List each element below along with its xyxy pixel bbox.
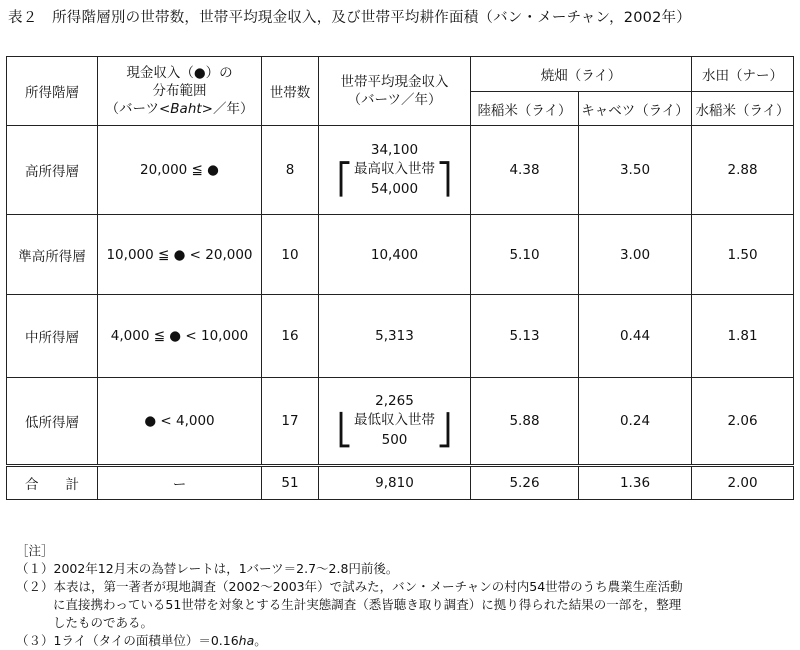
left-bracket-icon: ⎡ xyxy=(337,161,352,197)
cell-income xyxy=(319,378,471,466)
header-upland-rice: 陸稲米（ライ） xyxy=(471,92,579,126)
cell-paddy-rice: 2.06 xyxy=(692,378,794,466)
cell-total-households: 51 xyxy=(262,466,319,500)
cell-range: ● < 4,000 xyxy=(98,378,262,466)
note-3-text: （３）1ライ（タイの面積単位）＝0.16 xyxy=(16,633,239,648)
cell-total-income: 9,810 xyxy=(319,466,471,500)
cell-range: 4,000 ≦ ● < 10,000 xyxy=(98,295,262,378)
cell-paddy-rice: 1.50 xyxy=(692,215,794,295)
total-row xyxy=(7,466,794,500)
header-upland: 焼畑（ライ） xyxy=(471,57,692,92)
header-range-line1: 現金収入（●）の xyxy=(126,64,233,81)
table-title: 表２ 所得階層別の世帯数，世帯平均現金収入，及び世帯平均耕作面積（バン・メーチャン，2002年） xyxy=(8,10,691,26)
header-paddy: 水田（ナー） xyxy=(692,57,794,92)
cell-total-upland-rice: 5.26 xyxy=(471,466,579,500)
cell-upland-rice: 5.88 xyxy=(471,378,579,466)
header-avg-income-line2: （バーツ／年） xyxy=(347,92,442,108)
income-range-bracket xyxy=(337,411,452,450)
table-row xyxy=(7,215,794,295)
income-range-value: 54,000 xyxy=(370,180,419,197)
cell-total-label: 合 計 xyxy=(7,466,98,500)
income-range-value: 500 xyxy=(381,431,408,448)
header-avg-income xyxy=(319,57,471,126)
cell-total-cabbage: 1.36 xyxy=(579,466,692,500)
income-range-bracket xyxy=(337,160,452,199)
income-range-label: 最高収入世帯 xyxy=(354,161,435,178)
cell-income: 10,400 xyxy=(319,215,471,295)
header-income-class: 所得階層 xyxy=(7,57,98,126)
income-value: 34,100 xyxy=(370,141,419,158)
cell-paddy-rice: 1.81 xyxy=(692,295,794,378)
cell-paddy-rice: 2.88 xyxy=(692,126,794,215)
notes-heading: ［注］ xyxy=(16,543,54,558)
cell-cabbage: 3.00 xyxy=(579,215,692,295)
note-3-unit: ha xyxy=(238,633,255,648)
header-range-line3-prefix: （バーツ< xyxy=(105,101,171,118)
note-2a: （２）本表は，第一著者が現地調査（2002〜2003年）で試みた，バン・メーチャンの村内54世帯のうち農業生産活動 xyxy=(16,579,683,594)
header-households: 世帯数 xyxy=(262,57,319,126)
cell-income: 5,313 xyxy=(319,295,471,378)
cell-class: 低所得層 xyxy=(7,378,98,466)
cell-class: 準高所得層 xyxy=(7,215,98,295)
cell-class: 中所得層 xyxy=(7,295,98,378)
header-range xyxy=(98,57,262,126)
cell-range: 20,000 ≦ ● xyxy=(98,126,262,215)
header-paddy-rice: 水稲米（ライ） xyxy=(692,92,794,126)
table-row xyxy=(7,126,794,215)
cell-households: 16 xyxy=(262,295,319,378)
cell-upland-rice: 5.13 xyxy=(471,295,579,378)
cell-total-range: ー xyxy=(98,466,262,500)
cell-cabbage: 3.50 xyxy=(579,126,692,215)
cell-upland-rice: 5.10 xyxy=(471,215,579,295)
notes xyxy=(16,542,683,650)
header-avg-income-line1: 世帯平均現金収入 xyxy=(340,73,449,90)
note-2b: に直接携わっている51世帯を対象とする生計実態調査（悉皆聴き取り調査）に拠り得られた結果の一部を，整理 xyxy=(53,597,682,612)
cell-cabbage: 0.44 xyxy=(579,295,692,378)
note-3-suffix: 。 xyxy=(254,633,267,648)
header-range-line2: 分布範囲 xyxy=(152,82,207,99)
right-bracket-icon: ⎤ xyxy=(437,161,452,197)
income-value: 2,265 xyxy=(375,392,414,409)
cell-households: 17 xyxy=(262,378,319,466)
cell-households: 10 xyxy=(262,215,319,295)
table-row xyxy=(7,378,794,466)
cell-class: 高所得層 xyxy=(7,126,98,215)
note-1: （１）2002年12月末の為替レートは，1バーツ＝2.7〜2.8円前後。 xyxy=(16,561,399,576)
table-row xyxy=(7,295,794,378)
data-table xyxy=(6,56,794,500)
cell-range: 10,000 ≦ ● < 20,000 xyxy=(98,215,262,295)
cell-income xyxy=(319,126,471,215)
income-range-label: 最低収入世帯 xyxy=(354,412,435,429)
cell-households: 8 xyxy=(262,126,319,215)
cell-total-paddy-rice: 2.00 xyxy=(692,466,794,500)
note-3 xyxy=(16,632,683,650)
left-bracket-icon: ⎣ xyxy=(337,412,352,448)
note-2c: したものである。 xyxy=(53,615,154,630)
cell-cabbage: 0.24 xyxy=(579,378,692,466)
right-bracket-icon: ⎦ xyxy=(437,412,452,448)
cell-upland-rice: 4.38 xyxy=(471,126,579,215)
header-cabbage: キャベツ（ライ） xyxy=(579,92,692,126)
header-range-line3-unit: Baht xyxy=(170,101,202,118)
header-range-line3-suffix: >／年） xyxy=(201,101,254,118)
